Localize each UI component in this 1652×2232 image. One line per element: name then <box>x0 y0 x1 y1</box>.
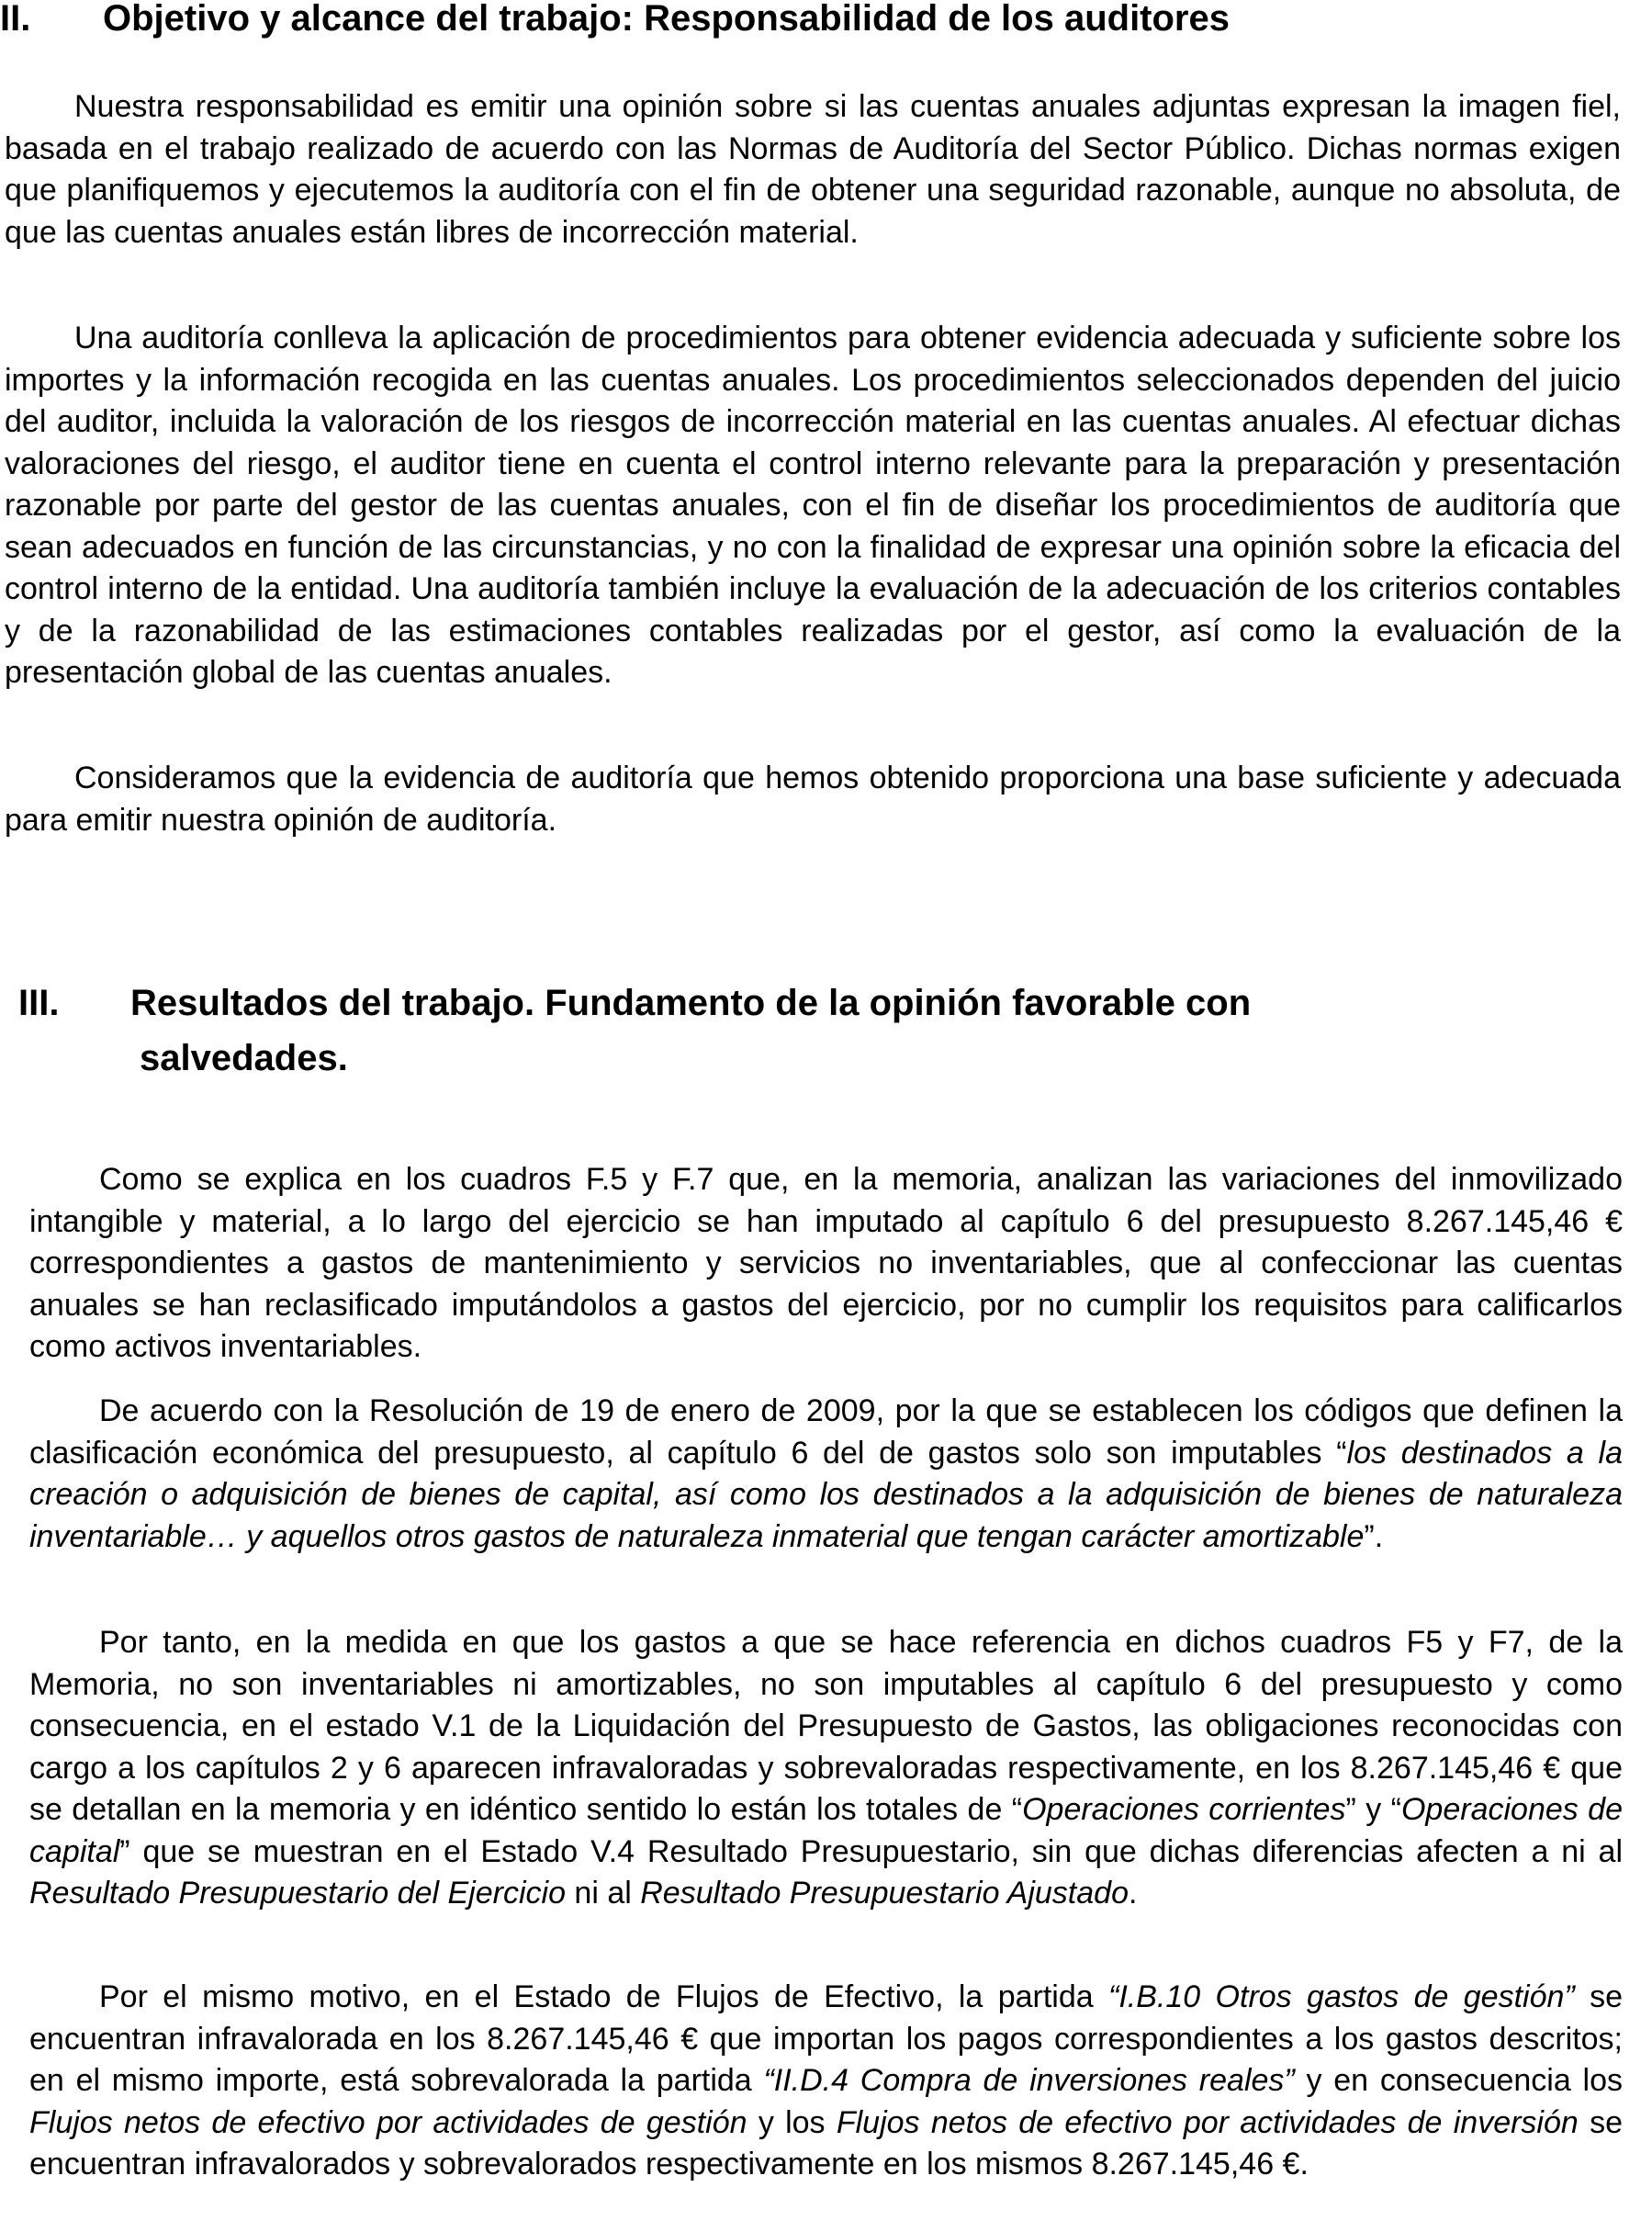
p4-text-a: Por el mismo motivo, en el Estado de Flujos de Efectivo, la partida <box>99 1979 1109 2014</box>
p3-operaciones-capital: Operaciones de capital <box>29 1792 1623 1869</box>
p2-text-a: De acuerdo con la Resolución de 19 de enero de 2009, por la que se establecen los códigos que definen la clasificación económica del presupuesto, al capítulo 6 del de gastos solo son imputables “ <box>29 1393 1623 1471</box>
section-3-title-line-2 <box>140 1031 348 1086</box>
section-3-heading <box>18 975 1252 1031</box>
p3-resultado-ejercicio: Resultado Presupuestario del Ejercicio <box>29 1876 566 1911</box>
section-2-title: Objetivo y alcance del trabajo: Responsabilidad de los auditores <box>103 0 1230 39</box>
p4-flujos-inversion: Flujos netos de efectivo por actividades de inversión <box>836 2104 1579 2140</box>
section-3-paragraph-2 <box>29 1391 1623 1558</box>
p3-operaciones-corrientes: Operaciones corrientes <box>1022 1792 1346 1827</box>
p3-text-a: Por tanto, en la medida en que los gastos a que se hace referencia en dichos cuadros F5 y F7, de la Memoria, no son inventariables ni amortizables, no son imputables al capítulo 6 del presupuesto y como consecuencia, en el estado V.1 de la Liquidación del Presupuesto de Gastos, las obligaciones reconocidas con cargo a los capítulos 2 y 6 aparecen infravaloradas y sobrevaloradas respectivamente, en los 8.267.145,46 € que se detallan en la memoria y en idéntico sentido lo están los totales de “ <box>29 1625 1623 1827</box>
p4-text-g: y los <box>747 2104 837 2140</box>
p3-resultado-ajustado: Resultado Presupuestario Ajustado <box>640 1876 1129 1911</box>
p3-text-c: ” y “ <box>1345 1792 1401 1827</box>
p4-text-i: se encuentran infravalorados y sobrevalorados respectivamente en los mismos 8.267.145,46 €. <box>29 2104 1624 2181</box>
section-3-title-line-1: Resultados del trabajo. Fundamento de la opinión favorable con <box>130 983 1252 1023</box>
section-3-paragraph-1: Como se explica en los cuadros F.5 y F.7 que, en la memoria, analizan las variaciones del inmovilizado intangible y material, a lo largo del ejercicio se han imputado al capítulo 6 del presupuesto 8.267.145,46 € correspondientes a gastos de mantenimiento y servicios no inventariables, que al confeccionar las cuentas anuales se han reclasificado imputándolos a gastos del ejercicio, por no cumplir los requisitos para calificarlos como activos inventariables. <box>29 1162 1623 1364</box>
section-2-paragraph-1: Nuestra responsabilidad es emitir una opinión sobre si las cuentas anuales adjuntas expresan la imagen fiel, basada en el trabajo realizado de acuerdo con las Normas de Auditoría del Sector Público. Dichas normas exigen que planifiquemos y ejecutemos la auditoría con el fin de obtener una seguridad razonable, aunque no absoluta, de que las cuentas anuales están libres de incorrección material. <box>5 89 1621 250</box>
p4-partida-iid4: “II.D.4 Compra de inversiones reales” <box>763 2063 1295 2098</box>
section-2-paragraph-2: Una auditoría conlleva la aplicación de procedimientos para obtener evidencia adecuada y suficiente sobre los importes y la información recogida en las cuentas anuales. Los procedimientos seleccionados dependen del juicio del auditor, incluida la valoración de los riesgos de incorrección material en las cuentas anuales. Al efectuar dichas valoraciones del riesgo, el auditor tiene en cuenta el control interno relevante para la preparación y presentación razonable por parte del gestor de las cuentas anuales, con el fin de diseñar los procedimientos de auditoría que sean adecuados en función de las circunstancias, y no con la finalidad de expresar una opinión sobre la eficacia del control interno de la entidad. Una auditoría también incluye la evaluación de la adecuación de los criterios contables y de la razonabilidad de las estimaciones contables realizadas por el gestor, así como la evaluación de la presentación global de las cuentas anuales. <box>5 321 1621 690</box>
section-2-paragraph-3: Consideramos que la evidencia de auditoría que hemos obtenido proporciona una base suficiente y adecuada para emitir nuestra opinión de auditoría. <box>5 761 1621 838</box>
p4-partida-ib10: “I.B.10 Otros gastos de gestión” <box>1108 1979 1575 2014</box>
p3-text-e: ” que se muestran en el Estado V.4 Resultado Presupuestario, sin que dichas diferencias afecten a ni al <box>119 1833 1623 1869</box>
p2-quote: los destinados a la creación o adquisición de bienes de capital, así como los destinados a la adquisición de bienes de naturaleza inventariable… y aquellos otros gastos de naturaleza inmaterial que tengan carácter amortizable <box>29 1435 1623 1554</box>
p4-flujos-gestion: Flujos netos de efectivo por actividades de gestión <box>29 2104 747 2140</box>
section-3-title-line-2-text: salvedades. <box>140 1038 348 1078</box>
p3-text-g: ni al <box>565 1876 641 1911</box>
section-2-heading <box>0 0 1230 46</box>
p3-text-i: . <box>1128 1876 1138 1911</box>
section-3-number: III. <box>18 983 60 1023</box>
p4-text-e: y en consecuencia los <box>1294 2063 1623 2098</box>
section-3-paragraph-3 <box>29 1622 1623 1915</box>
section-3-paragraph-4 <box>29 1977 1623 2186</box>
p4-text-c: se encuentran infravalorada en los 8.267.145,46 € que importan los pagos correspondientes a los gastos descritos; en el mismo importe, está sobrevalorada la partida <box>29 1979 1623 2098</box>
section-2-number: II. <box>0 0 31 39</box>
p2-text-c: ”. <box>1364 1518 1384 1554</box>
